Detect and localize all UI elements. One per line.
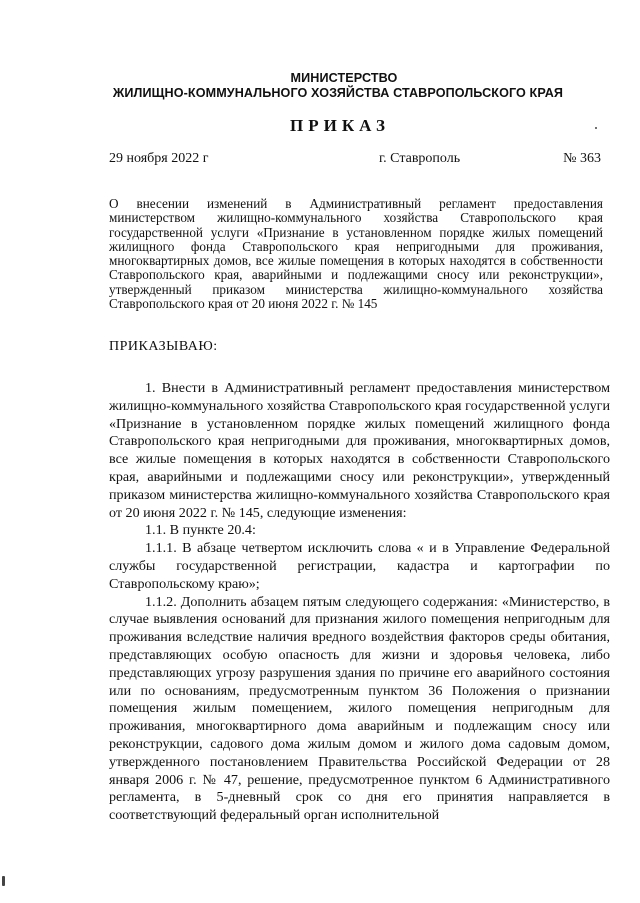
- document-title: ПРИКАЗ: [290, 116, 390, 135]
- ministry-line-2: ЖИЛИЩНО-КОММУНАЛЬНОГО ХОЗЯЙСТВА СТАВРОПОЛЬСКОГО КРАЯ: [112, 86, 564, 100]
- paragraph-1: 1. Внести в Административный регламент предоставления министерством жилищно-коммунального хозяйства Ставропольского края государственной услуги «Признание в установленном порядке жилых помещений жилищного фонда Ставропольского края непригодными для проживания, многоквартирных домов, все жилые помещения в которых находятся в собственности Ставропольского края, аварийными и подлежащими сносу или реконструкции», утвержденный приказом министерства жилищно-коммунального хозяйства Ставропольского края от 20 июня 2022 г. № 145, следующие изменения:: [109, 380, 610, 521]
- document-city: г. Ставрополь: [379, 151, 461, 166]
- ministry-header: [0, 71, 640, 101]
- document-meta: [109, 151, 601, 171]
- scan-speck: [2, 876, 5, 886]
- document-body: [109, 380, 610, 825]
- order-word: ПРИКАЗЫВАЮ:: [109, 339, 218, 354]
- paragraph-1-1-1: 1.1.1. В абзаце четвертом исключить слова « и в Управление Федеральной службы государственной регистрации, кадастра и картографии по Ставропольскому краю»;: [109, 540, 610, 592]
- document-date: 29 ноября 2022 г: [109, 151, 209, 166]
- scan-speck: [595, 127, 597, 129]
- document-subject: О внесении изменений в Административный регламент предоставления министерством жилищно-коммунального хозяйства Ставропольского края государственной услуги «Признание в установленном порядке жилых помещений жилищного фонда Ставропольского края непригодными для проживания, многоквартирных домов, все жилые помещения в которых находятся в собственности Ставропольского края, аварийными и подлежащими сносу или реконструкции», утвержденный приказом министерства жилищно-коммунального хозяйства Ставропольского края от 20 июня 2022 г. № 145: [109, 196, 603, 312]
- paragraph-1-1: 1.1. В пункте 20.4:: [145, 522, 256, 539]
- document-number: № 363: [563, 151, 601, 166]
- ministry-line-1: МИНИСТЕРСТВО: [290, 71, 398, 85]
- paragraph-1-1-2: 1.1.2. Дополнить абзацем пятым следующего содержания: «Министерство, в случае выявления оснований для признания жилого помещения непригодным для проживания вследствие наличия вредного воздействия факторов среды обитания, представляющих особую опасность для жизни и здоровья человека, либо представляющих угрозу разрушения здания по причине его аварийного состояния или по основаниям, предусмотренным пунктом 36 Положения о признании помещения жилым помещением, жилого помещения непригодным для проживания, многоквартирного дома аварийным и подлежащим сносу или реконструкции, садового дома жилым домом и жилого дома садовым домом, утвержденного постановлением Правительства Российской Федерации от 28 января 2006 г. № 47, решение, предусмотренное пунктом 6 Административного регламента, в 5-дневный срок со дня его принятия направляется в соответствующий федеральный орган исполнительной: [109, 593, 610, 824]
